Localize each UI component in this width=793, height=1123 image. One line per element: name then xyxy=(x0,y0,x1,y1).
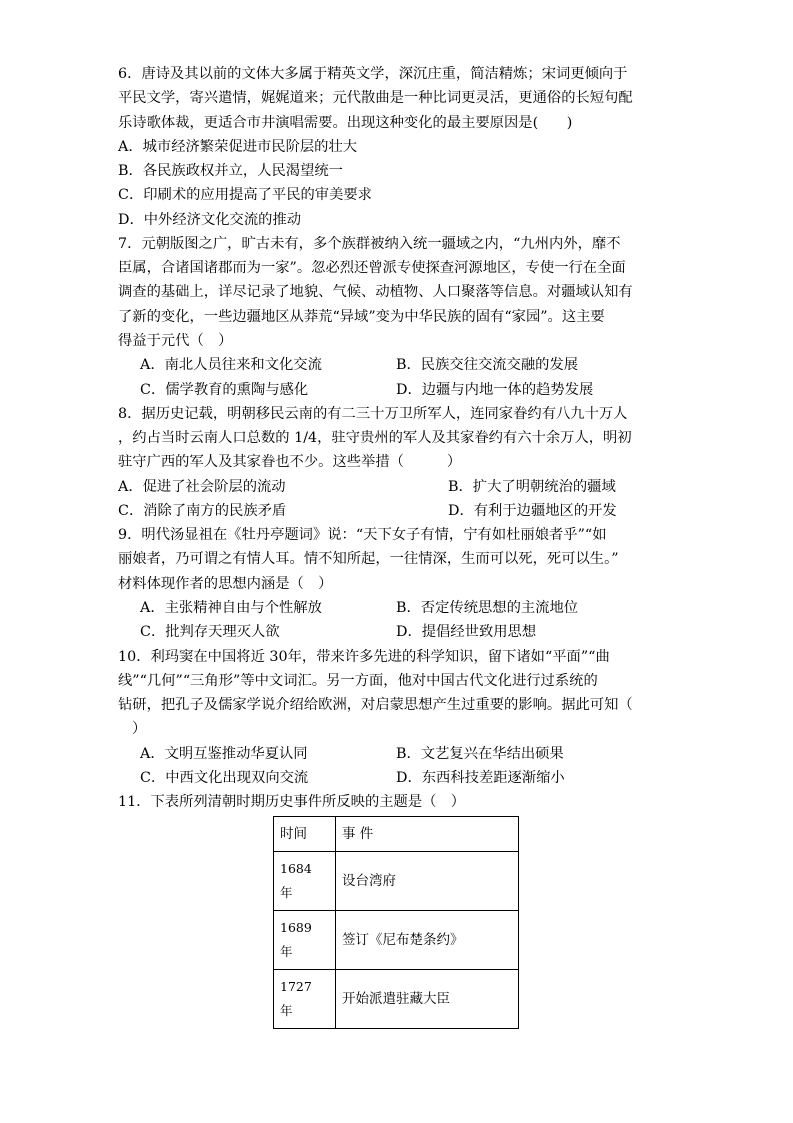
q7-stem-line-3: 调查的基础上，详尽记录了地貌、气候、动植物、人口聚落等信息。对疆域认知有 xyxy=(118,284,633,300)
table-cell-year xyxy=(274,970,336,1029)
q6-stem-line-2: 平民文学，寄兴遣情，娓娓道来；元代散曲是一种比词更灵活，更通俗的长短句配 xyxy=(118,90,633,106)
table-cell-event: 设台湾府 xyxy=(336,852,519,911)
q7-stem-line-5: 得益于元代（ ） xyxy=(118,333,233,349)
q9-stem-line-1: 9．明代汤显祖在《牡丹亭题词》说：“天下女子有情，宁有如杜丽娘者乎”“如 xyxy=(118,527,607,543)
q7-stem-line-2: 臣属，合诸国诸郡而为一家”。忽必烈还曾派专使探查河源地区，专使一行在全面 xyxy=(118,260,626,276)
table-header-event: 事 件 xyxy=(336,817,519,852)
q7-stem-line-1: 7．元朝版图之广，旷古未有，多个族群被纳入统一疆域之内，“九州内外，靡不 xyxy=(118,236,621,252)
table-row xyxy=(274,970,519,1029)
table-cell-year xyxy=(274,852,336,911)
q9-option-c: C．批判存天理灭人欲 xyxy=(140,624,280,640)
q9-option-a: A．主张精神自由与个性解放 xyxy=(140,600,322,616)
q11-stem: 11．下表所列清朝时期历史事件所反映的主题是（ ） xyxy=(118,794,466,810)
table-cell-event: 签订《尼布楚条约》 xyxy=(336,911,519,970)
q9-stem-line-2: 丽娘者，乃可谓之有情人耳。情不知所起，一往情深，生而可以死，死可以生。” xyxy=(118,551,619,567)
q7-option-c: C．儒学教育的熏陶与感化 xyxy=(140,382,309,398)
q8-stem-line-2: ，约占当时云南人口总数的 1/4，驻守贵州的军人及其家眷约有六十余万人，明初 xyxy=(118,430,632,446)
table-header-row xyxy=(274,817,519,852)
table-header-time: 时间 xyxy=(274,817,336,852)
q10-option-d: D．东西科技差距逐渐缩小 xyxy=(396,770,565,786)
q8-option-d: D．有利于边疆地区的开发 xyxy=(448,503,617,519)
q10-option-a: A．文明互鉴推动华夏认同 xyxy=(140,746,308,762)
year-unit: 年 xyxy=(280,1003,293,1018)
q8-option-a: A．促进了社会阶层的流动 xyxy=(118,479,286,495)
q6-option-a: A．城市经济繁荣促进市民阶层的壮大 xyxy=(118,139,358,155)
q9-option-b: B．否定传统思想的主流地位 xyxy=(396,600,579,616)
table-cell-event: 开始派遣驻藏大臣 xyxy=(336,970,519,1029)
events-table xyxy=(273,816,519,1029)
q9-option-d: D．提倡经世致用思想 xyxy=(396,624,537,640)
year-unit: 年 xyxy=(280,944,293,959)
q7-option-a: A．南北人员往来和文化交流 xyxy=(140,357,322,373)
q6-stem-line-1: 6．唐诗及其以前的文体大多属于精英文学，深沉庄重，简洁精炼；宋词更倾向于 xyxy=(118,66,628,82)
table-row xyxy=(274,911,519,970)
q8-option-b: B．扩大了明朝统治的疆域 xyxy=(448,479,616,495)
year-value: 1689 xyxy=(280,920,312,935)
q10-option-c: C．中西文化出现双向交流 xyxy=(140,770,309,786)
year-value: 1684 xyxy=(280,861,312,876)
q6-option-d: D．中外经济文化交流的推动 xyxy=(118,212,302,228)
q7-stem-line-4: 了新的变化，一些边疆地区从莽荒“异域”变为中华民族的固有“家园”。这主要 xyxy=(118,309,605,325)
q8-option-c: C．消除了南方的民族矛盾 xyxy=(118,503,287,519)
year-unit: 年 xyxy=(280,885,293,900)
q6-option-c: C．印刷术的应用提高了平民的审美要求 xyxy=(118,187,372,203)
q7-option-b: B．民族交往交流交融的发展 xyxy=(396,357,579,373)
year-value: 1727 xyxy=(280,979,312,994)
q10-stem-line-4: ） xyxy=(132,721,147,737)
q6-stem-line-3: 乐诗歌体裁，更适合市井演唱需要。出现这种变化的最主要原因是( ) xyxy=(118,115,573,131)
q10-stem-line-3: 钻研，把孔子及儒家学说介绍给欧洲，对启蒙思想产生过重要的影响。据此可知（ xyxy=(118,697,633,713)
q10-stem-line-2: 线”“几何”“三角形”等中文词汇。另一方面，他对中国古代文化进行过系统的 xyxy=(118,673,598,689)
q8-stem-line-1: 8．据历史记载，明朝移民云南的有二三十万卫所军人，连同家眷约有八九十万人 xyxy=(118,406,628,422)
q10-option-b: B．文艺复兴在华结出硕果 xyxy=(396,746,564,762)
table-row xyxy=(274,852,519,911)
q6-option-b: B．各民族政权并立，人民渴望统一 xyxy=(118,163,343,179)
q8-stem-line-3: 驻守广西的军人及其家眷也不少。这些举措（ ） xyxy=(118,454,462,470)
q9-stem-line-3: 材料体现作者的思想内涵是（ ） xyxy=(118,576,333,592)
q10-stem-line-1: 10．利玛窦在中国将近 30年，带来许多先进的科学知识，留下诸如“平面”“曲 xyxy=(118,649,610,665)
q7-option-d: D．边疆与内地一体的趋势发展 xyxy=(396,382,594,398)
table-cell-year xyxy=(274,911,336,970)
